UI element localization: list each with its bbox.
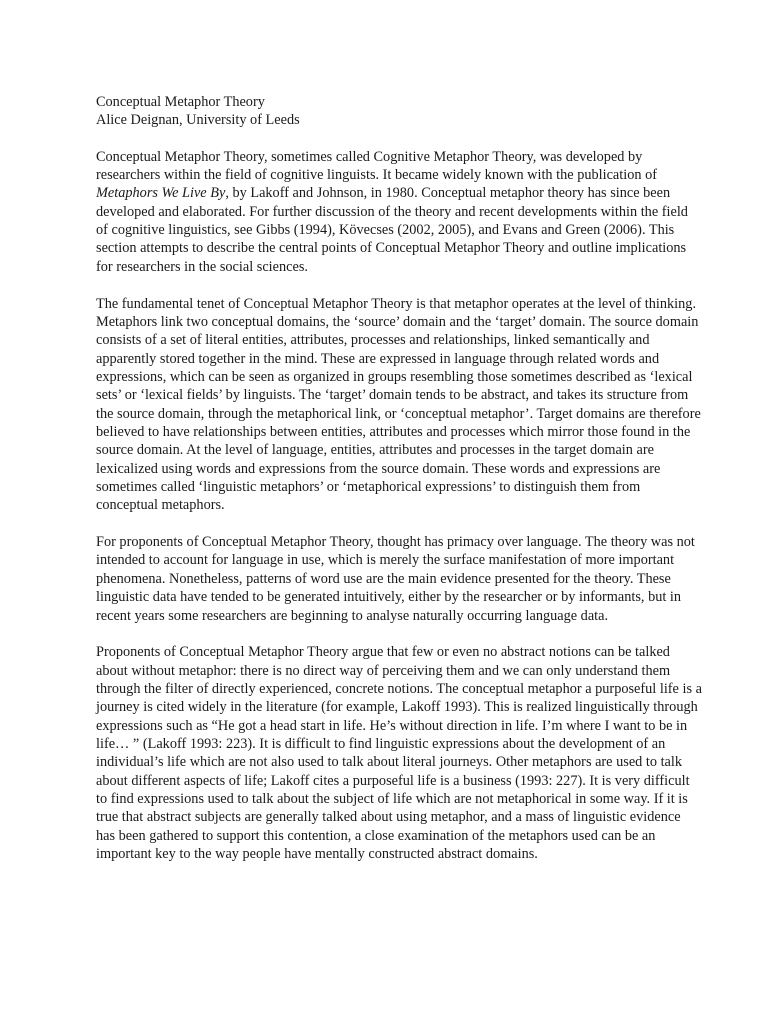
paragraph-intro-after: , by Lakoff and Johnson, in 1980. Conceptual metaphor theory has since been developed and elaborated. For further discussion of the theory and recent developments within the field of cognitive linguistics, see Gibbs (1994), Kövecses (2002, 2005), and Evans and Green (2006). This section attempts to describe the central points of Conceptual Metaphor Theory and outline implications for researchers in the social sciences.: [96, 185, 688, 275]
paragraph-abstract-notions: Proponents of Conceptual Metaphor Theory argue that few or even no abstract notions can be talked about without metaphor: there is no direct way of perceiving them and we can only understand them through the filter of directly experienced, concrete notions. The conceptual metaphor a purposeful life is a journey is cited widely in the literature (for example, Lakoff 1993). This is realized linguistically through expressions such as “He got a head start in life. He’s without direction in life. I’m where I want to be in life… ” (Lakoff 1993: 223). It is difficult to find linguistic expressions about the development of an individual’s life which are not also used to talk about literal journeys. Other metaphors are used to talk about different aspects of life; Lakoff cites a purposeful life is a business (1993: 227). It is very difficult to find expressions used to talk about the subject of life which are not metaphorical in some way. If it is true that abstract subjects are generally talked about using metaphor, and a mass of linguistic evidence has been gathered to support this contention, a close examination of the metaphors used can be an important key to the way people have mentally constructed abstract domains.: [96, 644, 702, 863]
book-title: Metaphors We Live By: [96, 185, 226, 202]
document-heading: [96, 93, 702, 130]
paragraph-tenet: The fundamental tenet of Conceptual Metaphor Theory is that metaphor operates at the level of thinking. Metaphors link two conceptual domains, the ‘source’ domain and the ‘target’ domain. The source domain consists of a set of literal entities, attributes, processes and relationships, linked semantically and apparently stored together in the mind. These are expressed in language through related words and expressions, which can be seen as organized in groups resembling those sometimes described as ‘lexical sets’ or ‘lexical fields’ by linguists. The ‘target’ domain tends to be abstract, and takes its structure from the source domain, through the metaphorical link, or ‘conceptual metaphor’. Target domains are therefore believed to have relationships between entities, attributes and processes which mirror those found in the source domain. At the level of language, entities, attributes and processes in the target domain are lexicalized using words and expressions from the source domain. These words and expressions are sometimes called ‘linguistic metaphors’ or ‘metaphorical expressions’ to distinguish them from conceptual metaphors.: [96, 295, 701, 514]
document-title: Conceptual Metaphor Theory: [96, 94, 265, 110]
paragraph-proponents: For proponents of Conceptual Metaphor Theory, thought has primacy over language. The theory was not intended to account for language in use, which is merely the surface manifestation of more important phenomena. Nonetheless, patterns of word use are the main evidence presented for the theory. These linguistic data have tended to be generated intuitively, either by the researcher or by informants, but in recent years some researchers are beginning to analyse naturally occurring language data.: [96, 534, 695, 624]
author-line: Alice Deignan, University of Leeds: [96, 112, 300, 129]
paragraph-intro: [96, 148, 702, 276]
paragraph-intro-before: Conceptual Metaphor Theory, sometimes called Cognitive Metaphor Theory, was developed by researchers within the field of cognitive linguists. It became widely known with the publication of: [96, 148, 658, 183]
